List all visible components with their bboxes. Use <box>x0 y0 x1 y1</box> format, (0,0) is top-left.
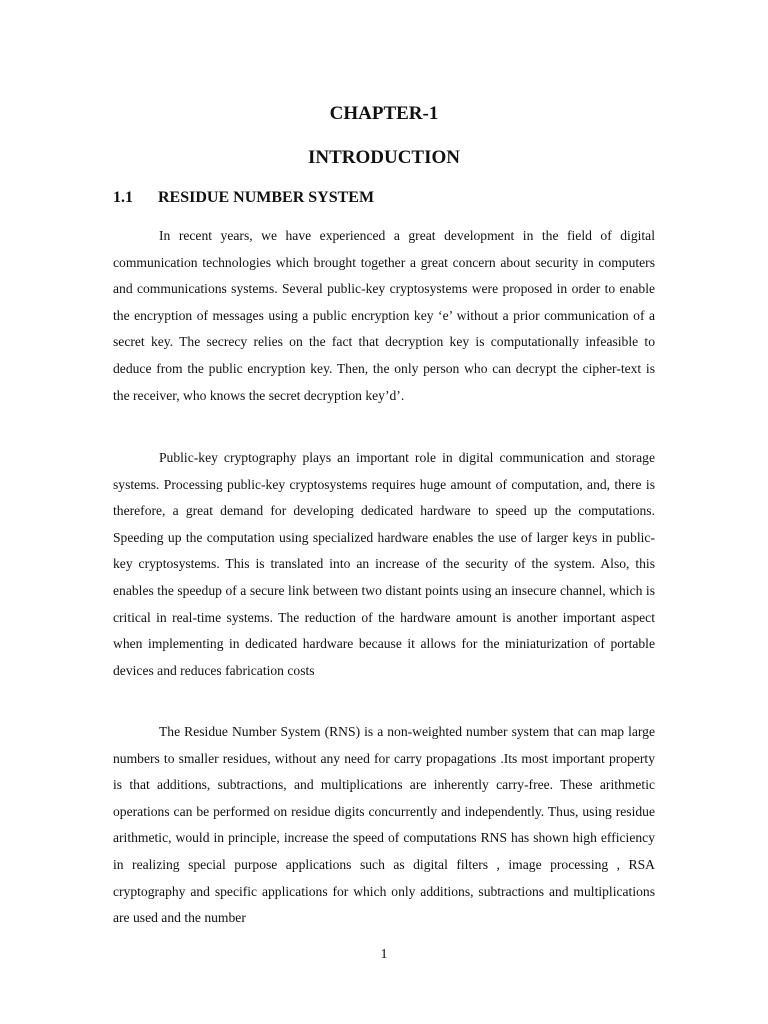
paragraph: In recent years, we have experienced a great development in the field of digital communication technologies which brought together a great concern about security in computers and communications systems. Several public-key cryptosystems were proposed in order to enable the encryption of messages using a public encryption key ‘e’ without a prior communication of a secret key. The secrecy relies on the fact that decryption key is computationally infeasible to deduce from the public encryption key. Then, the only person who can decrypt the cipher-text is the receiver, who knows the secret decryption key’d’. <box>113 228 655 403</box>
subsection-title: RESIDUE NUMBER SYSTEM <box>158 189 375 206</box>
paragraph: The Residue Number System (RNS) is a non-weighted number system that can map large numbers to smaller residues, without any need for carry propagations .Its most important property is that additions, subtractions, and multiplications are inherently carry-free. These arithmetic operations can be performed on residue digits concurrently and independently. Thus, using residue arithmetic, would in principle, increase the speed of computations RNS has shown high efficiency in realizing special purpose applications such as digital filters , image processing , RSA cryptography and specific applications for which only additions, subtractions and multiplications are used and the number <box>113 724 655 926</box>
page-number: 1 <box>380 947 388 962</box>
chapter-heading: CHAPTER-1 <box>329 103 439 124</box>
subsection-number: 1.1 <box>113 189 133 206</box>
subsection-heading <box>113 187 374 209</box>
section-heading: INTRODUCTION <box>307 147 461 168</box>
paragraph: Public-key cryptography plays an important role in digital communication and storage systems. Processing public-key cryptosystems requires huge amount of computation, and, there is therefore, a great demand for developing dedicated hardware to speed up the computations. Speeding up the computation using specialized hardware enables the use of larger keys in public-key cryptosystems. This is translated into an increase of the security of the system. Also, this enables the speedup of a secure link between two distant points using an insecure channel, which is critical in real-time systems. The reduction of the hardware amount is another important aspect when implementing in dedicated hardware because it allows for the miniaturization of portable devices and reduces fabrication costs <box>113 450 655 678</box>
